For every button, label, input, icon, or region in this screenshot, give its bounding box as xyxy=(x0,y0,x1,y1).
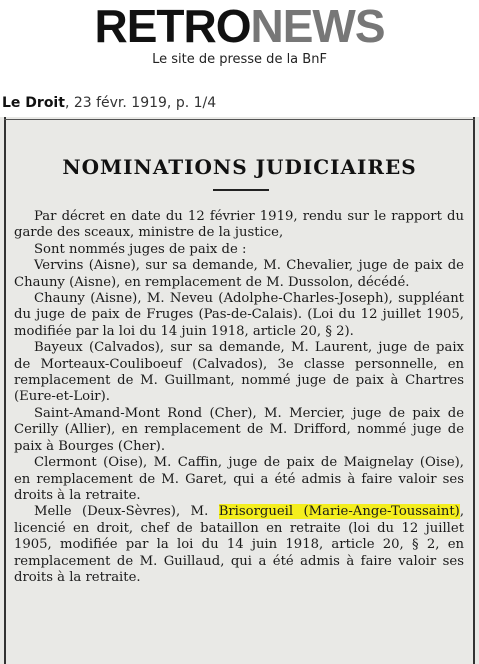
article-paragraph: Bayeux (Calvados), sur sa demande, M. Laurent, juge de paix de Morteaux-Couliboeuf (Calvados), 3e classe personnelle, en remplacement de M. Guillmant, nommé juge de paix à Chartres (Eure-et-Loir). xyxy=(14,340,464,405)
article-paragraph: Clermont (Oise), M. Caffin, juge de paix de Maignelay (Oise), en remplacement de M. Garet, qui a été admis à faire valoir ses droits à la retraite. xyxy=(14,455,464,503)
column-rule-right xyxy=(473,117,475,664)
newspaper-scan xyxy=(0,117,479,664)
article-paragraph: Vervins (Aisne), sur sa demande, M. Chevalier, juge de paix de Chauny (Aisne), en remplacement de M. Dussolon, décédé. xyxy=(14,258,464,290)
column-rule-top xyxy=(4,119,475,120)
article-title: NOMINATIONS JUDICIAIRES xyxy=(62,155,417,179)
title-divider xyxy=(213,189,269,191)
search-highlight: Brisorgueil (Marie-Ange-Toussaint) xyxy=(218,504,460,520)
site-tagline: Le site de presse de la BnF xyxy=(152,52,327,67)
paragraph-rest: , licencié en droit, chef de bataillon en retraite (loi du 12 juillet 1905, modifiée par la loi du 14 juin 1918, article 20, § 2, en remplacement de M. Guillaud, qui a été admis à faire valoir ses droits à la retraite. xyxy=(14,504,465,585)
article-paragraph: Chauny (Aisne), M. Neveu (Adolphe-Charles-Joseph), suppléant du juge de paix de Fruges (Pas-de-Calais). (Loi du 12 juillet 1905, modifiée par la loi du 14 juin 1918, article 20, § 2). xyxy=(14,291,464,339)
article-paragraph-highlighted xyxy=(14,504,464,586)
source-citation xyxy=(2,95,216,111)
journal-name[interactable]: Le Droit xyxy=(2,95,65,111)
logo-news: NEWS xyxy=(250,0,385,52)
article-body xyxy=(14,209,464,586)
column-rule-left xyxy=(4,117,6,664)
site-header xyxy=(0,0,479,82)
article-paragraph: Saint-Amand-Mont Rond (Cher), M. Mercier, juge de paix de Cerilly (Allier), en remplacement de M. Drifford, nommé juge de paix à Bourges (Cher). xyxy=(14,405,464,454)
logo-retro: RETRO xyxy=(94,0,251,52)
citation-details: , 23 févr. 1919, p. 1/4 xyxy=(64,95,217,111)
paragraph-start: Melle (Deux-Sèvres), M. xyxy=(34,504,219,520)
article-paragraph: Sont nommés juges de paix de : xyxy=(34,241,247,257)
article-paragraph: Par décret en date du 12 février 1919, rendu sur le rapport du garde des sceaux, ministre de la justice, xyxy=(14,209,464,241)
retronews-logo[interactable] xyxy=(0,0,479,52)
